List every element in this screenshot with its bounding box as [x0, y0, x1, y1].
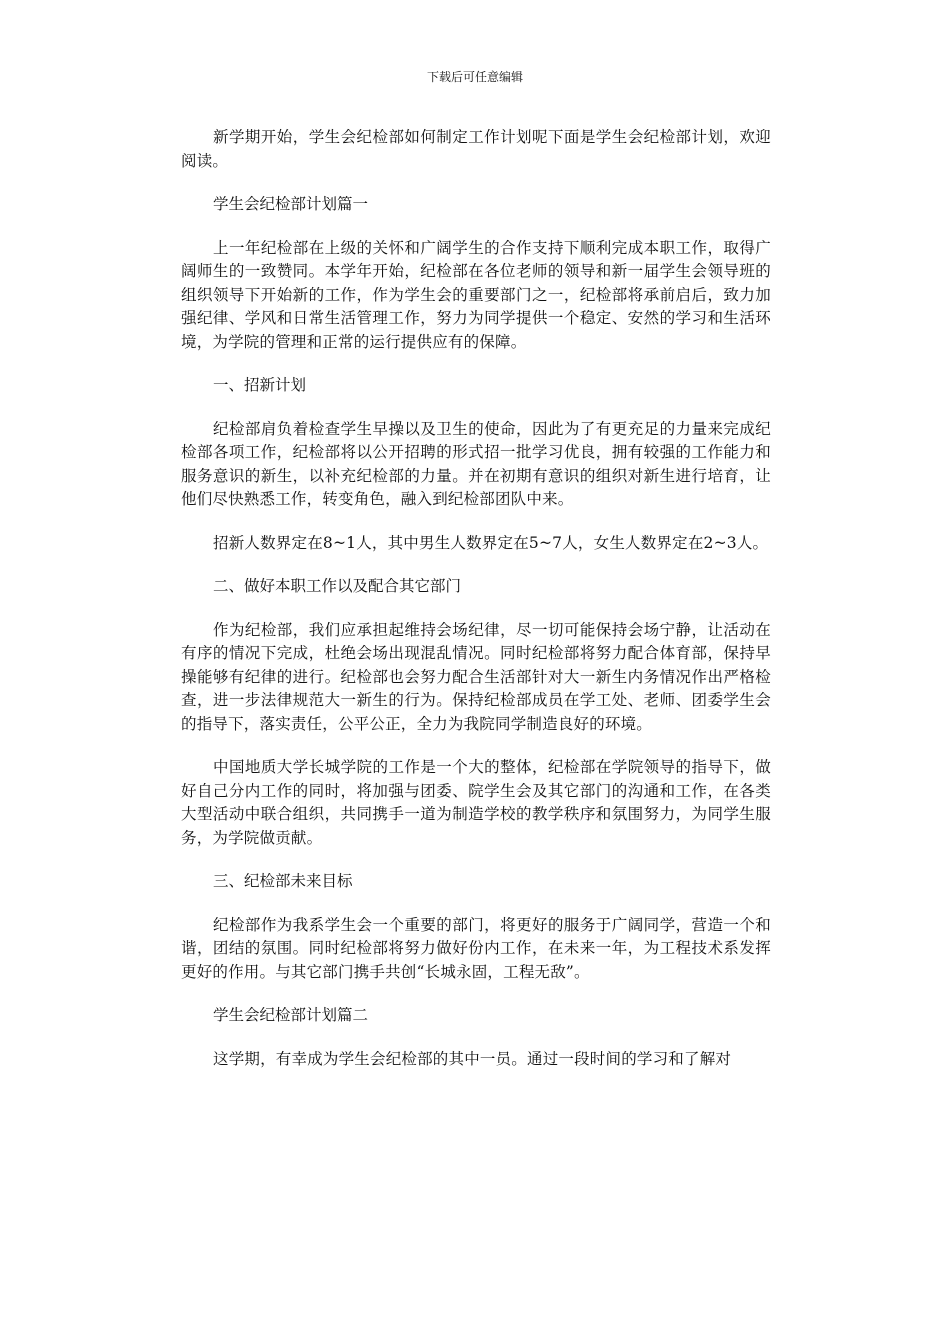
paragraph-gap — [181, 512, 771, 532]
paragraph-gap — [181, 599, 771, 619]
section1-paragraph-1: 纪检部肩负着检查学生早操以及卫生的使命，因此为了有更充足的力量来完成纪检部各项工作，纪检部将以公开招聘的形式招一批学习优良，拥有较强的工作能力和服务意识的新生，以补充纪检部的力量。并在初期有意识的组织对新生进行培育，让他们尽快熟悉工作，转变角色，融入到纪检部团队中来。 — [181, 419, 771, 508]
paragraph-gap — [181, 217, 771, 237]
header-note: 下载后可任意编辑 — [426, 70, 523, 84]
section2-paragraph-2: 中国地质大学长城学院的工作是一个大的整体，纪检部在学院领导的指导下，做好自己分内工作的同时，将加强与团委、院学生会及其它部门的沟通和工作，在各类大型活动中联合组织，共同携手一道为制造学校的教学秩序和氛围努力，为同学生服务，为学院做贡献。 — [181, 758, 771, 847]
section1-title: 一、招新计划 — [213, 376, 307, 394]
paragraph-gap — [181, 354, 771, 374]
paragraph-gap — [181, 894, 771, 914]
paragraph-gap — [181, 850, 771, 870]
plan2-title: 学生会纪检部计划篇二 — [213, 1006, 369, 1024]
section1-paragraph-2: 招新人数界定在8~1人，其中男生人数界定在5~7人，女生人数界定在2~3人。 — [213, 533, 769, 552]
paragraph-gap — [181, 555, 771, 575]
plan1-intro-paragraph: 上一年纪检部在上级的关怀和广阔学生的合作支持下顺利完成本职工作，取得广阔师生的一致赞同。本学年开始，纪检部在各位老师的领导和新一届学生会领导班的组织领导下开始新的工作，作为学生会的重要部门之一，纪检部将承前启后，致力加强纪律、学风和日常生活管理工作，努力为同学提供一个稳定、安然的学习和生活环境，为学院的管理和正常的运行提供应有的保障。 — [181, 238, 771, 351]
plan1-title: 学生会纪检部计划篇一 — [213, 195, 369, 213]
section2-title: 二、做好本职工作以及配合其它部门 — [213, 577, 462, 595]
section3-paragraph-1: 纪检部作为我系学生会一个重要的部门，将更好的服务于广阔同学，营造一个和谐，团结的氛围。同时纪检部将努力做好份内工作，在未来一年，为工程技术系发挥更好的作用。与其它部门携手共创“长城永固，工程无敌”。 — [181, 915, 771, 981]
plan2-paragraph-1: 这学期，有幸成为学生会纪检部的其中一员。通过一段时间的学习和了解对 — [213, 1049, 732, 1068]
section2-paragraph-1: 作为纪检部，我们应承担起维持会场纪律，尽一切可能保持会场宁静，让活动在有序的情况下完成，杜绝会场出现混乱情况。同时纪检部将努力配合体育部，保持早操能够有纪律的进行。纪检部也会努力配合生活部针对大一新生内务情况作出严格检查，进一步法律规范大一新生的行为。保持纪检部成员在学工处、老师、团委学生会的指导下，落实责任，公平公正，全力为我院同学制造良好的环境。 — [181, 620, 771, 733]
paragraph-gap — [181, 398, 771, 418]
paragraph-gap — [181, 984, 771, 1004]
intro-paragraph: 新学期开始，学生会纪检部如何制定工作计划呢下面是学生会纪检部计划，欢迎阅读。 — [181, 128, 771, 170]
paragraph-gap — [181, 173, 771, 193]
section3-title: 三、纪检部未来目标 — [213, 872, 353, 890]
paragraph-gap — [181, 1028, 771, 1048]
document-body — [181, 126, 771, 1071]
paragraph-gap — [181, 736, 771, 756]
